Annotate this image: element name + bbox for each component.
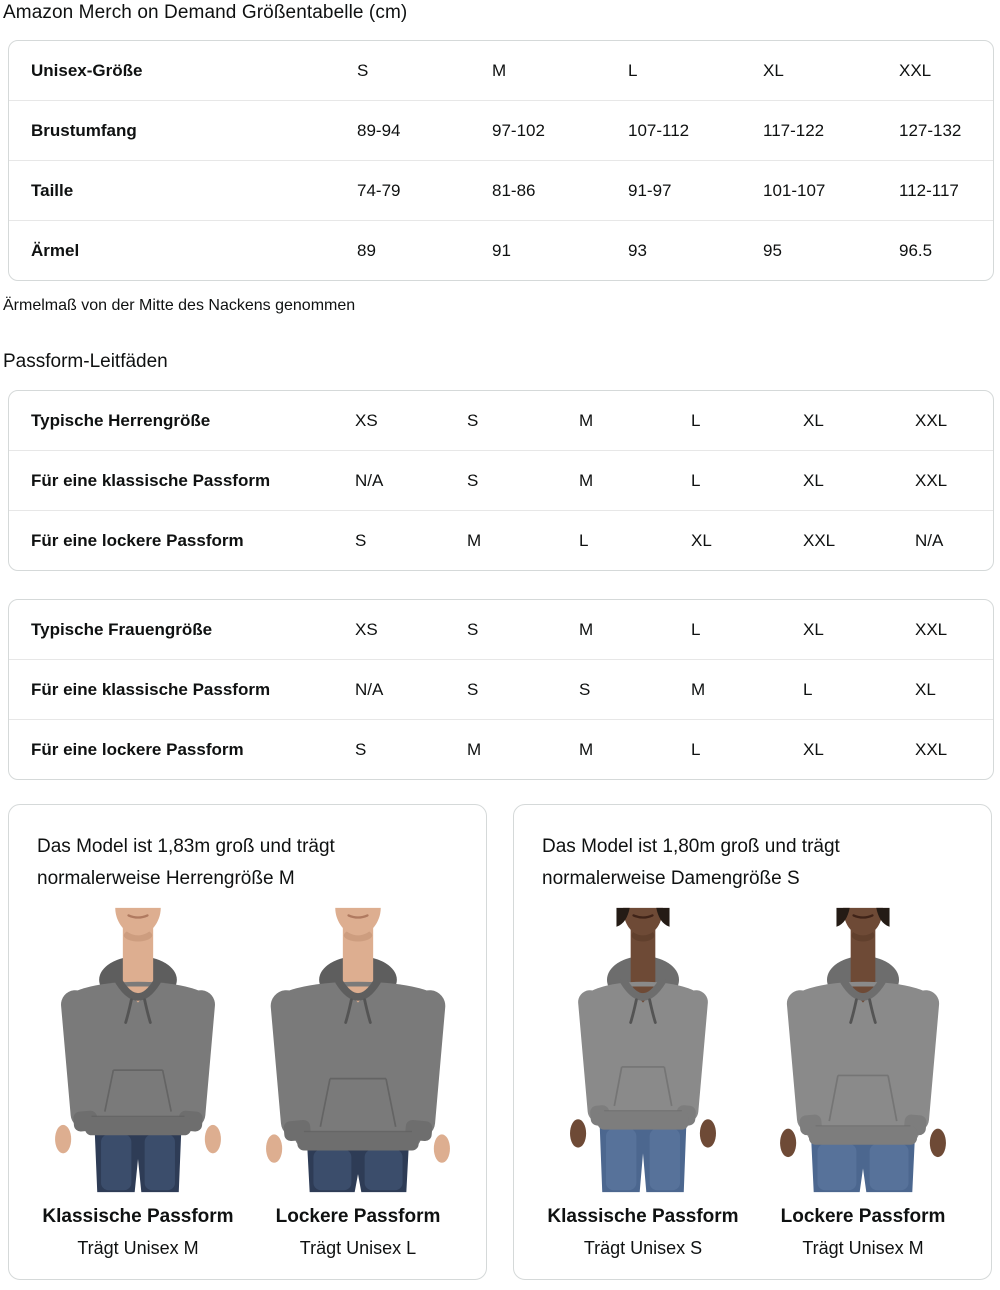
size-cell: M — [492, 61, 507, 80]
size-cell: M — [579, 450, 691, 510]
size-cell: S — [467, 659, 579, 719]
model-photo-classic-fit — [534, 907, 752, 1193]
size-cell: L — [628, 61, 638, 80]
row-label: Für eine klassische Passform — [9, 450, 355, 510]
fit-guides-heading: Passform-Leitfäden — [3, 351, 168, 372]
size-cell: M — [691, 659, 803, 719]
worn-size-label: Trägt Unisex S — [583, 1238, 703, 1258]
value-cell: 107-112 — [628, 100, 763, 160]
size-cell: XS — [355, 620, 378, 639]
size-cell: S — [579, 659, 691, 719]
size-cell: XXL — [915, 411, 948, 430]
size-cell: XL — [803, 411, 824, 430]
fit-label: Lockere Passform — [275, 1206, 441, 1227]
loose-fit-column — [754, 907, 972, 1259]
size-cell: S — [357, 61, 369, 80]
size-cell: S — [467, 450, 579, 510]
loose-fit-column — [249, 907, 467, 1259]
size-cell: S — [355, 719, 467, 779]
size-cell: S — [467, 620, 479, 639]
table-row — [9, 220, 993, 280]
value-cell: 91 — [492, 220, 628, 280]
value-cell: 112-117 — [899, 160, 993, 220]
size-cell: N/A — [915, 510, 993, 570]
row-label: Für eine lockere Passform — [9, 510, 355, 570]
model-cards-row — [8, 804, 993, 1280]
size-cell: XS — [355, 411, 378, 430]
model-description: Das Model ist 1,83m groß und trägt normalerweise Herrengröße M — [37, 836, 335, 889]
size-cell: N/A — [355, 659, 467, 719]
female-model-card — [513, 804, 992, 1280]
size-cell: S — [467, 411, 479, 430]
model-description: Das Model ist 1,80m groß und trägt normalerweise Damengröße S — [542, 836, 840, 889]
model-photos — [534, 907, 972, 1259]
table-row — [9, 41, 993, 100]
men-fit-table — [8, 390, 994, 571]
value-cell: 91-97 — [628, 160, 763, 220]
value-cell: 74-79 — [357, 160, 492, 220]
table-row — [9, 659, 993, 719]
size-cell: S — [355, 510, 467, 570]
table-row — [9, 719, 993, 779]
size-cell: XXL — [899, 61, 932, 80]
value-cell: 96.5 — [899, 220, 993, 280]
table-row — [9, 100, 993, 160]
size-cell: L — [803, 659, 915, 719]
value-cell: 97-102 — [492, 100, 628, 160]
row-label: Unisex-Größe — [31, 61, 143, 80]
value-cell: 101-107 — [763, 160, 899, 220]
row-label: Taille — [9, 160, 357, 220]
size-cell: M — [467, 510, 579, 570]
size-cell: XL — [915, 659, 993, 719]
size-cell: XXL — [803, 510, 915, 570]
value-cell: 89-94 — [357, 100, 492, 160]
worn-size-label: Trägt Unisex L — [299, 1238, 417, 1258]
value-cell: 81-86 — [492, 160, 628, 220]
table-row — [9, 391, 993, 450]
row-label: Typische Frauengröße — [31, 620, 213, 639]
fit-label: Lockere Passform — [780, 1206, 946, 1227]
table-row — [9, 160, 993, 220]
size-cell: L — [691, 450, 803, 510]
size-cell: XL — [763, 61, 784, 80]
sleeve-measure-note: Ärmelmaß von der Mitte des Nackens genommen — [3, 297, 356, 314]
table-row — [9, 510, 993, 570]
value-cell: 117-122 — [763, 100, 899, 160]
male-model-card — [8, 804, 487, 1280]
fit-label: Klassische Passform — [547, 1206, 739, 1227]
row-label: Für eine klassische Passform — [9, 659, 355, 719]
size-cell: N/A — [355, 450, 467, 510]
size-cell: XL — [803, 450, 915, 510]
fit-label: Klassische Passform — [42, 1206, 234, 1227]
size-cell: XXL — [915, 719, 993, 779]
value-cell: 89 — [357, 220, 492, 280]
row-label: Brustumfang — [9, 100, 357, 160]
page-title: Amazon Merch on Demand Größentabelle (cm) — [3, 2, 408, 23]
table-row — [9, 450, 993, 510]
value-cell: 127-132 — [899, 100, 993, 160]
model-photo-loose-fit — [249, 907, 467, 1193]
classic-fit-column — [29, 907, 247, 1259]
size-cell: XL — [691, 510, 803, 570]
unisex-size-table — [8, 40, 994, 281]
model-photo-loose-fit — [754, 907, 972, 1193]
table-row — [9, 600, 993, 659]
size-cell: M — [579, 411, 594, 430]
size-cell: L — [691, 620, 701, 639]
model-photo-classic-fit — [29, 907, 247, 1193]
model-photos — [29, 907, 467, 1259]
size-cell: L — [691, 719, 803, 779]
size-cell: XXL — [915, 450, 993, 510]
size-cell: XL — [803, 719, 915, 779]
row-label: Ärmel — [9, 220, 357, 280]
size-cell: M — [467, 719, 579, 779]
row-label: Für eine lockere Passform — [9, 719, 355, 779]
size-cell: L — [691, 411, 701, 430]
classic-fit-column — [534, 907, 752, 1259]
size-cell: M — [579, 620, 594, 639]
size-cell: L — [579, 510, 691, 570]
size-cell: XXL — [915, 620, 948, 639]
worn-size-label: Trägt Unisex M — [802, 1238, 924, 1258]
women-fit-table — [8, 599, 994, 780]
worn-size-label: Trägt Unisex M — [77, 1238, 199, 1258]
value-cell: 93 — [628, 220, 763, 280]
size-cell: M — [579, 719, 691, 779]
size-cell: XL — [803, 620, 824, 639]
value-cell: 95 — [763, 220, 899, 280]
row-label: Typische Herrengröße — [31, 411, 211, 430]
